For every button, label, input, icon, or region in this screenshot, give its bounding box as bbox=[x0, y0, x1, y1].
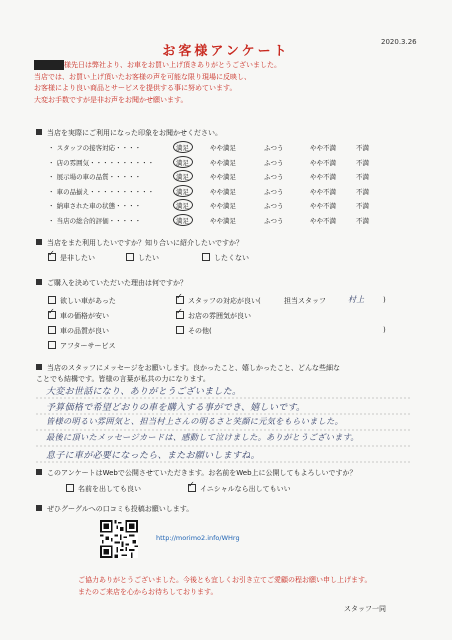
handwritten-line: 大変お世話になり、ありがとうございました。 bbox=[46, 387, 242, 397]
q5-option-initials[interactable] bbox=[188, 484, 291, 494]
q1-rating-row bbox=[48, 172, 408, 184]
intro-text bbox=[34, 60, 281, 106]
staff-label: 担当スタッフ bbox=[284, 297, 326, 305]
option-label: 車の価格が安い bbox=[60, 312, 109, 320]
rating-option[interactable]: やや満足 bbox=[210, 144, 236, 152]
option-label: 欲しい車があった bbox=[60, 297, 116, 305]
option-label: 車の品質が良い bbox=[60, 327, 109, 335]
q2-heading bbox=[36, 238, 243, 248]
square-bullet-icon bbox=[36, 279, 42, 285]
rating-row-label: ・ 納車された車の状態・・・・ bbox=[48, 202, 142, 210]
checkbox-checked-icon[interactable] bbox=[48, 253, 56, 261]
closing-line: またのご来店を心からお待ちしております。 bbox=[78, 588, 218, 596]
rating-option[interactable]: 不満 bbox=[356, 202, 369, 210]
q3-option-quality[interactable] bbox=[48, 326, 109, 336]
q1-title: 当店を実際にご利用になった印象をお聞かせください。 bbox=[47, 129, 222, 137]
rating-option[interactable]: 満足 bbox=[176, 202, 189, 210]
qr-code-icon[interactable] bbox=[100, 520, 138, 558]
rating-option[interactable]: やや満足 bbox=[210, 158, 236, 167]
rating-option[interactable]: 満足 bbox=[176, 144, 189, 152]
rating-option[interactable]: やや不満 bbox=[310, 158, 336, 167]
option-label: したくない bbox=[214, 254, 249, 262]
q5-heading bbox=[36, 468, 357, 478]
option-label: 是非したい bbox=[60, 254, 95, 262]
review-url-link[interactable]: http://morimo2.info/WHrg bbox=[156, 534, 240, 542]
survey-date: 2020.3.26 bbox=[381, 38, 417, 46]
handwritten-line: 予算価格で希望どおりの車を購入する事ができ、嬉しいです。 bbox=[46, 403, 306, 413]
intro-line: お客様により良い商品とサービスを提供する事に努めています。 bbox=[34, 84, 237, 92]
q1-heading bbox=[36, 128, 222, 138]
selected-circle-mark bbox=[173, 185, 193, 197]
handwritten-line: 息子に車が必要になったら、またお願いしますね。 bbox=[46, 451, 260, 461]
rating-option[interactable]: 不満 bbox=[356, 216, 369, 225]
checkbox-icon[interactable] bbox=[48, 296, 56, 304]
square-bullet-icon bbox=[36, 505, 42, 511]
checkbox-icon[interactable] bbox=[48, 341, 56, 349]
checkbox-icon[interactable] bbox=[176, 326, 184, 334]
q3-option-aftercare[interactable] bbox=[48, 341, 116, 351]
rating-option[interactable]: やや不満 bbox=[310, 187, 336, 196]
q2-option-yes-definitely[interactable] bbox=[48, 253, 95, 263]
square-bullet-icon bbox=[36, 129, 42, 135]
paren-close: ) bbox=[383, 326, 386, 334]
q5-title: このアンケートはWebで公開させていただきます。お名前をWeb上に公開してもよろしいですか？ bbox=[47, 469, 357, 477]
square-bullet-icon bbox=[36, 364, 42, 370]
q2-title: 当店をまた利用したいですか？知り合いに紹介したいですか？ bbox=[47, 239, 243, 247]
staff-name-handwritten: 村上 bbox=[348, 295, 365, 304]
checkbox-checked-icon[interactable] bbox=[48, 311, 56, 319]
rating-option[interactable]: 満足 bbox=[176, 187, 189, 196]
q3-heading bbox=[36, 278, 187, 288]
rating-option[interactable]: 不満 bbox=[356, 187, 369, 196]
q4-title: 当店のスタッフにメッセージをお願いします。良かったこと、嬉しかったこと、どんな些細な bbox=[47, 364, 341, 372]
checkbox-checked-icon[interactable] bbox=[176, 311, 184, 319]
rating-option[interactable]: やや満足 bbox=[210, 173, 236, 181]
rating-option[interactable]: ふつう bbox=[264, 216, 284, 225]
rating-option[interactable]: ふつう bbox=[264, 173, 284, 181]
q1-rating-row bbox=[48, 216, 408, 228]
rating-option[interactable]: やや満足 bbox=[210, 216, 236, 225]
checkbox-checked-icon[interactable] bbox=[176, 296, 184, 304]
checkbox-icon[interactable] bbox=[66, 484, 74, 492]
option-label: その他( bbox=[188, 327, 212, 335]
q6-title: ぜひグーグルへの口コミも投稿お願いします。 bbox=[47, 505, 194, 513]
rating-option[interactable]: 不満 bbox=[356, 173, 369, 181]
closing-text bbox=[78, 574, 371, 598]
q1-rating-row bbox=[48, 201, 408, 213]
rating-option[interactable]: 満足 bbox=[176, 173, 189, 181]
rating-option[interactable]: 不満 bbox=[356, 144, 369, 152]
q4-heading bbox=[36, 363, 340, 385]
q3-title: ご購入を決めていただいた理由は何ですか？ bbox=[47, 279, 187, 287]
paren-close: ) bbox=[383, 296, 386, 304]
rating-option[interactable]: やや不満 bbox=[310, 216, 336, 225]
q3-option-car[interactable] bbox=[48, 296, 116, 306]
option-label: イニシャルなら出してもいい bbox=[200, 485, 291, 493]
q1-rating-row bbox=[48, 143, 408, 155]
intro-line: 大変お手数ですが是非お声をお聞かせ願います。 bbox=[34, 95, 188, 104]
rating-option[interactable]: 不満 bbox=[356, 158, 369, 167]
option-label: アフターサービス bbox=[60, 342, 116, 350]
q5-option-fullname[interactable] bbox=[66, 484, 141, 494]
intro-line: 様先日は弊社より、お車をお買い上げ頂きありがとうございました。 bbox=[64, 61, 281, 69]
q1-rating-row bbox=[48, 158, 408, 170]
rating-row-label: ・ 当店の総合的評価・・・・・ bbox=[48, 216, 142, 225]
redacted-name bbox=[34, 60, 64, 70]
q1-rating-row bbox=[48, 187, 408, 199]
option-label: 名前を出しても良い bbox=[78, 485, 141, 493]
rating-option[interactable]: 満足 bbox=[176, 158, 189, 167]
q2-option-no[interactable] bbox=[202, 253, 249, 263]
handwritten-line: 皆様の明るい雰囲気と、担当村上さんの明るさと笑顔に元気をもらいました。 bbox=[46, 416, 344, 426]
option-label: したい bbox=[138, 254, 159, 262]
selected-circle-mark bbox=[173, 156, 193, 168]
selected-circle-mark bbox=[173, 141, 193, 153]
rating-row-label: ・ 店の雰囲気・・・・・・・・・・ bbox=[48, 158, 155, 167]
rating-option[interactable]: 満足 bbox=[176, 216, 189, 225]
signature: スタッフ一同 bbox=[344, 605, 386, 613]
rating-option[interactable]: やや不満 bbox=[310, 144, 336, 152]
rating-option[interactable]: やや不満 bbox=[310, 202, 336, 210]
rating-option[interactable]: ふつう bbox=[264, 187, 284, 196]
selected-circle-mark bbox=[173, 214, 193, 226]
q2-option-yes[interactable] bbox=[126, 253, 159, 263]
checkbox-icon[interactable] bbox=[48, 326, 56, 334]
checkbox-icon[interactable] bbox=[202, 253, 210, 261]
rating-option[interactable]: やや満足 bbox=[210, 187, 236, 196]
rating-row-label: ・ 展示場の車の品質・・・・・ bbox=[48, 173, 142, 181]
q3-option-atmosphere[interactable] bbox=[176, 311, 251, 321]
rating-option[interactable]: ふつう bbox=[264, 158, 284, 167]
option-label: お店の雰囲気が良い bbox=[188, 312, 251, 320]
q4-title-cont: ことでも結構です。皆様の言葉が私共の力になります。 bbox=[36, 375, 210, 383]
square-bullet-icon bbox=[36, 469, 42, 475]
checkbox-checked-icon[interactable] bbox=[188, 484, 196, 492]
closing-line: ご協力ありがとうございました。今後とも宜しくお引き立てご愛顧の程お願い申し上げます。 bbox=[78, 576, 372, 584]
square-bullet-icon bbox=[36, 239, 42, 245]
rating-option[interactable]: やや満足 bbox=[210, 202, 236, 210]
rating-option[interactable]: ふつう bbox=[264, 202, 284, 210]
q3-option-staff[interactable] bbox=[176, 296, 261, 306]
rating-row-label: ・ スタッフの接客対応・・・・ bbox=[48, 144, 142, 152]
survey-title: お客様アンケート bbox=[162, 44, 290, 59]
rating-option[interactable]: やや不満 bbox=[310, 173, 336, 181]
handwritten-line: 最後に頂いたメッセージカードは、感動して泣けました。ありがとうございます。 bbox=[46, 432, 359, 442]
rating-row-label: ・ 車の品揃え・・・・・・・・・・ bbox=[48, 187, 155, 196]
rating-option[interactable]: ふつう bbox=[264, 144, 284, 152]
checkbox-icon[interactable] bbox=[126, 253, 134, 261]
q3-option-price[interactable] bbox=[48, 311, 109, 321]
selected-circle-mark bbox=[173, 199, 193, 211]
q3-option-other[interactable] bbox=[176, 326, 212, 336]
selected-circle-mark bbox=[173, 170, 193, 182]
q6-heading bbox=[36, 504, 193, 514]
intro-line: 当店では、お買い上げ頂いたお客様の声を可能な限り現場に反映し、 bbox=[34, 72, 251, 81]
option-label: スタッフの対応が良い( bbox=[188, 297, 261, 305]
